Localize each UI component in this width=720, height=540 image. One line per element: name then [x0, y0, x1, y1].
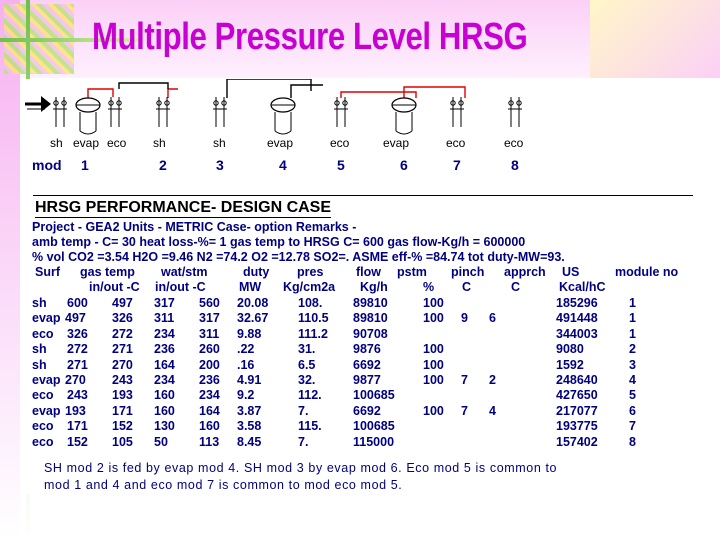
table-header: module no [615, 265, 679, 279]
component-label: eco [504, 136, 524, 150]
table-cell: 311 [154, 311, 175, 326]
table-cell: 4.91 [237, 373, 262, 387]
report-project-line: Project - GEA2 Units - METRIC Case- option Remarks - [32, 220, 357, 234]
table-cell: 164 [154, 357, 175, 372]
component-label: sh [50, 136, 63, 150]
report-composition-line: % vol CO2 =3.54 H2O =9.46 N2 =74.2 O2 =12.78 SO2=. ASME eff-% =84.74 tot duty-MW=93. [32, 250, 565, 264]
slide-left-band [0, 0, 20, 540]
table-cell: 427650 [556, 388, 598, 403]
table-cell: 272 [67, 342, 88, 357]
table-cell: 236 [199, 373, 220, 387]
table-cell: 20.08 [237, 296, 269, 310]
table-cell: 6692 [353, 357, 381, 372]
table-cell: 272 [112, 326, 133, 341]
table-cell: 130 [154, 419, 175, 434]
connecting-pipe [168, 89, 178, 98]
table-cell: 326 [67, 326, 88, 341]
component-label: evap [383, 136, 410, 150]
table-cell: 6 [629, 403, 636, 418]
table-cell: 6.5 [298, 357, 316, 372]
table-cell: 234 [199, 388, 220, 403]
table-cell: 491448 [556, 311, 598, 326]
table-cell: 234 [154, 373, 175, 387]
coil-superheater [53, 97, 67, 127]
component-label: eco [107, 136, 127, 150]
table-header: wat/stm [161, 265, 208, 279]
table-header: in/out -C [155, 280, 206, 294]
table-cell-surface: eco [32, 434, 54, 449]
slide-title: Multiple Pressure Level HRSG [92, 16, 528, 58]
table-cell: 111.2 [298, 326, 328, 341]
table-cell: 32. [298, 373, 316, 387]
table-cell: 100 [423, 342, 444, 357]
table-header: US [562, 265, 580, 279]
table-cell: 115000 [353, 434, 395, 449]
table-cell: 311 [199, 326, 220, 341]
table-cell: 560 [199, 296, 220, 310]
table-cell: 100685 [353, 419, 395, 434]
connecting-pipe [88, 89, 113, 98]
evaporator-drum [76, 98, 100, 134]
coil-economizer [508, 97, 522, 127]
table-cell: 100 [423, 296, 444, 310]
table-header: pstm [397, 265, 427, 279]
table-cell-surface: eco [32, 419, 54, 434]
table-cell: 2 [629, 342, 636, 357]
table-header: Kcal/hC [559, 280, 606, 294]
table-cell: .16 [237, 357, 255, 372]
table-cell-surface: evap [32, 373, 61, 387]
table-cell: 200 [199, 357, 220, 372]
table-cell: 100 [423, 357, 444, 372]
table-cell: 31. [298, 342, 316, 357]
table-cell: 497 [112, 296, 133, 310]
module-number: 2 [159, 157, 167, 173]
table-cell: 234 [154, 326, 175, 341]
table-cell: 112. [298, 388, 322, 403]
table-cell: 270 [65, 373, 86, 387]
table-header: % [423, 280, 435, 294]
table-cell: 50 [154, 434, 168, 449]
table-cell: .22 [237, 342, 255, 357]
coil-economizer [334, 97, 348, 127]
table-header: C [511, 280, 521, 294]
table-cell: 600 [67, 296, 88, 310]
coil-superheater [156, 97, 170, 127]
table-header: Surf [35, 265, 60, 279]
table-cell: 326 [112, 311, 133, 326]
table-cell: 6 [489, 311, 496, 326]
table-cell: 100 [423, 403, 444, 418]
table-cell: 7 [629, 419, 636, 434]
table-cell: 5 [629, 388, 636, 403]
table-cell: 4 [629, 373, 636, 387]
component-label: evap [267, 136, 294, 150]
hrsg-report-panel [23, 79, 695, 494]
slide-corner-band [590, 0, 720, 78]
table-cell: 317 [154, 296, 175, 310]
coil-economizer [450, 97, 464, 127]
table-cell: 32.67 [237, 311, 269, 326]
table-cell: 1 [629, 311, 636, 326]
table-header: duty [243, 265, 270, 279]
table-header: in/out -C [89, 280, 140, 294]
table-cell: 8.45 [237, 434, 262, 449]
table-header: flow [356, 265, 381, 279]
table-cell-surface: sh [32, 357, 47, 372]
table-cell: 243 [112, 373, 133, 387]
component-label: eco [330, 136, 350, 150]
table-cell-surface: sh [32, 296, 47, 310]
table-cell: 9877 [353, 373, 381, 387]
table-cell: 108. [298, 296, 323, 310]
table-cell: 3 [629, 357, 636, 372]
table-cell: 6692 [353, 403, 381, 418]
table-cell: 497 [65, 311, 86, 326]
module-number: 4 [279, 157, 287, 173]
connecting-pipe [227, 79, 311, 98]
module-number: 1 [81, 157, 89, 173]
table-cell: 160 [154, 403, 175, 418]
footnote [44, 460, 694, 494]
table-cell: 89810 [353, 311, 388, 326]
evaporator-drum [271, 98, 295, 134]
table-cell: 171 [67, 419, 88, 434]
table-cell: 7. [298, 434, 309, 449]
module-number: 5 [337, 157, 345, 173]
module-number: 7 [453, 157, 461, 173]
table-cell: 100 [423, 311, 444, 326]
table-cell: 193775 [556, 419, 598, 434]
table-cell: 248640 [556, 373, 598, 387]
table-cell: 193 [65, 403, 86, 418]
table-cell: 9 [461, 311, 468, 326]
table-cell: 9876 [353, 342, 381, 357]
connecting-pipe [341, 92, 416, 98]
table-cell: 3.87 [237, 403, 262, 418]
table-cell-surface: eco [32, 326, 54, 341]
evaporator-drum [392, 98, 416, 134]
table-cell: 152 [67, 434, 88, 449]
table-cell: 90708 [353, 326, 388, 341]
table-cell: 160 [154, 388, 175, 403]
table-cell: 243 [67, 388, 88, 403]
table-cell: 9.2 [237, 388, 255, 403]
table-cell-surface: sh [32, 342, 47, 357]
coil-superheater [213, 97, 227, 127]
table-header: gas temp [80, 265, 135, 279]
table-header: pinch [451, 265, 485, 279]
component-label: eco [446, 136, 466, 150]
table-cell: 7 [461, 403, 468, 418]
section-divider [33, 195, 693, 196]
component-label: evap [73, 136, 100, 150]
table-cell: 236 [154, 342, 175, 357]
table-cell: 260 [199, 342, 220, 357]
table-cell: 115. [298, 419, 322, 434]
table-cell: 8 [629, 434, 636, 449]
table-cell: 9080 [556, 342, 584, 357]
coil-economizer [108, 97, 122, 127]
component-label: sh [153, 136, 166, 150]
table-header: Kg/h [360, 280, 388, 294]
table-header: MW [239, 280, 262, 294]
table-cell: 171 [112, 403, 133, 418]
connecting-pipe [291, 85, 323, 98]
footnote-line: SH mod 2 is fed by evap mod 4. SH mod 3 by evap mod 6. Eco mod 5 is common to [44, 461, 558, 475]
connecting-pipe [119, 83, 168, 89]
report-heading: HRSG PERFORMANCE- DESIGN CASE [35, 199, 332, 216]
table-cell-surface: evap [32, 403, 61, 418]
component-label: sh [213, 136, 226, 150]
footnote-line: mod 1 and 4 and eco mod 7 is common to mod eco mod 5. [44, 478, 403, 492]
report-conditions-line: amb temp - C= 30 heat loss-%= 1 gas temp to HRSG C= 600 gas flow-Kg/h = 600000 [32, 235, 526, 249]
table-header: apprch [504, 265, 546, 279]
table-cell: 7. [298, 403, 309, 418]
table-cell: 271 [67, 357, 88, 372]
table-cell: 110.5 [298, 311, 329, 326]
table-cell: 4 [489, 403, 496, 418]
table-cell: 2 [489, 373, 496, 387]
table-cell: 271 [112, 342, 133, 357]
table-header: Kg/cm2a [283, 280, 336, 294]
table-cell: 105 [112, 434, 133, 449]
module-number: 3 [216, 157, 224, 173]
gas-inlet-arrow-icon [25, 96, 51, 112]
table-cell: 152 [112, 419, 133, 434]
table-cell: 1 [629, 296, 636, 310]
table-cell: 113 [199, 434, 220, 449]
module-number: 6 [400, 157, 408, 173]
table-cell: 7 [461, 373, 468, 387]
table-cell: 157402 [556, 434, 598, 449]
module-number: 8 [511, 157, 519, 173]
table-cell: 193 [112, 388, 133, 403]
module-row-label: mod [32, 157, 62, 173]
table-cell-surface: evap [32, 311, 61, 326]
table-cell: 3.58 [237, 419, 262, 434]
table-cell: 9.88 [237, 326, 262, 341]
table-header: C [462, 280, 472, 294]
table-header: pres [297, 265, 324, 279]
table-cell: 270 [112, 357, 133, 372]
table-cell: 100685 [353, 388, 395, 403]
table-cell: 217077 [556, 403, 598, 418]
table-cell: 160 [199, 419, 220, 434]
table-cell: 1592 [556, 357, 584, 372]
table-cell: 185296 [556, 296, 598, 310]
table-cell: 317 [199, 311, 220, 326]
table-cell: 164 [199, 403, 220, 418]
table-cell: 89810 [353, 296, 388, 310]
table-cell-surface: eco [32, 388, 54, 403]
table-cell: 100 [423, 373, 444, 387]
table-cell: 344003 [556, 326, 598, 341]
table-cell: 1 [629, 326, 636, 341]
